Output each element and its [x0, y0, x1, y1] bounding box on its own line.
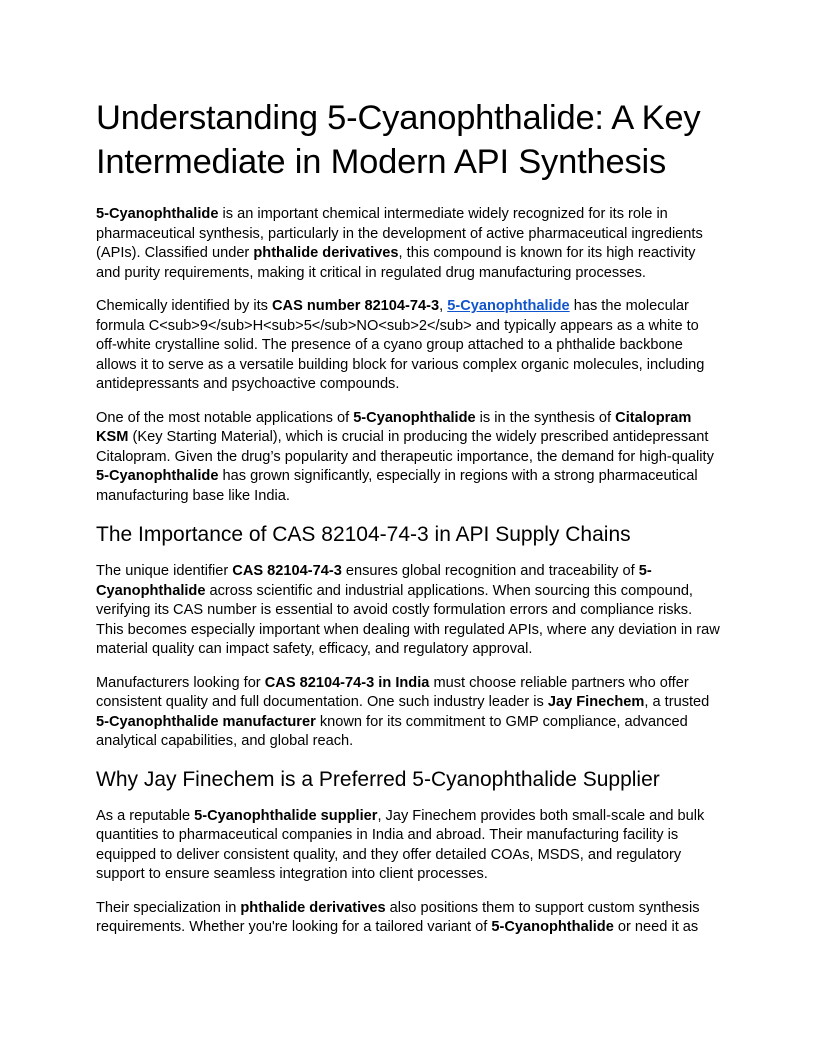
bold-term: phthalide derivatives	[253, 245, 399, 261]
bold-term: CAS 82104-74-3	[232, 563, 342, 579]
bold-term: 5-Cyanophthalide supplier	[194, 807, 378, 824]
bold-term: 5-Cyanophthalide	[96, 206, 219, 222]
cyanophthalide-link[interactable]: 5-Cyanophthalide	[447, 298, 570, 314]
bold-term: 5-Cyanophthalide	[353, 409, 476, 426]
bold-term: 5-Cyanophthalide manufacturer	[96, 713, 316, 730]
bold-term: 5-Cyanophthalide	[491, 919, 614, 935]
paragraph-specialization: Their specialization in phthalide derivatives also positions them to support custom synthesis requirements. Whether you're looking for a tailored variant of 5-Cyanophthalide or need it as	[96, 899, 700, 935]
bold-term: 5-Cyanophthalide	[96, 468, 219, 484]
section-heading-supplier: Why Jay Finechem is a Preferred 5-Cyanophthalide Supplier	[96, 767, 660, 791]
section-heading-cas: The Importance of CAS 82104-74-3 in API Supply Chains	[96, 523, 631, 546]
paragraph-chemical-identity: Chemically identified by its CAS number 82104-74-3, 5-Cyanophthalide has the molecular formula C<sub>9</sub>H<sub>5</sub>NO<sub>2</sub> and typically appears as a white to off-white crystalline solid. The presence of a cyano group attached to a phthalide backbone allows it to serve as a versatile building block for various complex organic molecules, including antidepressants and psychoactive compounds.	[96, 298, 705, 392]
bold-term: Citalopram KSM	[96, 409, 692, 445]
bold-term: CAS number 82104-74-3	[272, 298, 440, 314]
bold-term: CAS 82104-74-3 in India	[264, 674, 430, 691]
paragraph-applications: One of the most notable applications of 5-Cyanophthalide is in the synthesis of Citalopram KSM (Key Starting Material), which is crucial in producing the widely prescribed antidepressant Citalopram. Given the drug’s popularity and therapeutic importance, the demand for high-quality 5-Cyanophthalide has grown significantly, especially in regions with a strong pharmaceutical manufacturing base like India.	[96, 409, 714, 504]
paragraph-cas-identifier: The unique identifier CAS 82104-74-3 ensures global recognition and traceability of 5-Cyanophthalide across scientific and industrial applications. When sourcing this compound, verifying its CAS number is essential to avoid costly formulation errors and compliance risks. This becomes especially important when dealing with regulated APIs, where any deviation in raw material quality can impact safety, efficacy, and regulatory approval.	[96, 563, 720, 657]
bold-term: phthalide derivatives	[240, 899, 386, 916]
paragraph-manufacturers: Manufacturers looking for CAS 82104-74-3 in India must choose reliable partners who offer consistent quality and full documentation. One such industry leader is Jay Finechem, a trusted 5-Cyanophthalide manufacturer known for its commitment to GMP compliance, advanced analytical capabilities, and global reach.	[96, 674, 710, 749]
paragraph-intro: 5-Cyanophthalide is an important chemical intermediate widely recognized for its role in pharmaceutical synthesis, particularly in the development of active pharmaceutical ingredients (APIs). Classified under phthalide derivatives, this compound is known for its high reactivity and purity requirements, making it critical in regulated drug manufacturing processes.	[96, 206, 703, 281]
bold-term: Jay Finechem	[547, 694, 645, 710]
paragraph-supplier: As a reputable 5-Cyanophthalide supplier, Jay Finechem provides both small-scale and bulk quantities to pharmaceutical companies in India and abroad. Their manufacturing facility is equipped to deliver consistent quality, and they offer detailed COAs, MSDS, and regulatory support to ensure seamless integration into client processes.	[96, 807, 705, 882]
bold-term: 5-Cyanophthalide	[96, 563, 652, 599]
document-body	[96, 96, 720, 952]
page-title: Understanding 5-Cyanophthalide: A Key Intermediate in Modern API Synthesis	[96, 99, 701, 181]
